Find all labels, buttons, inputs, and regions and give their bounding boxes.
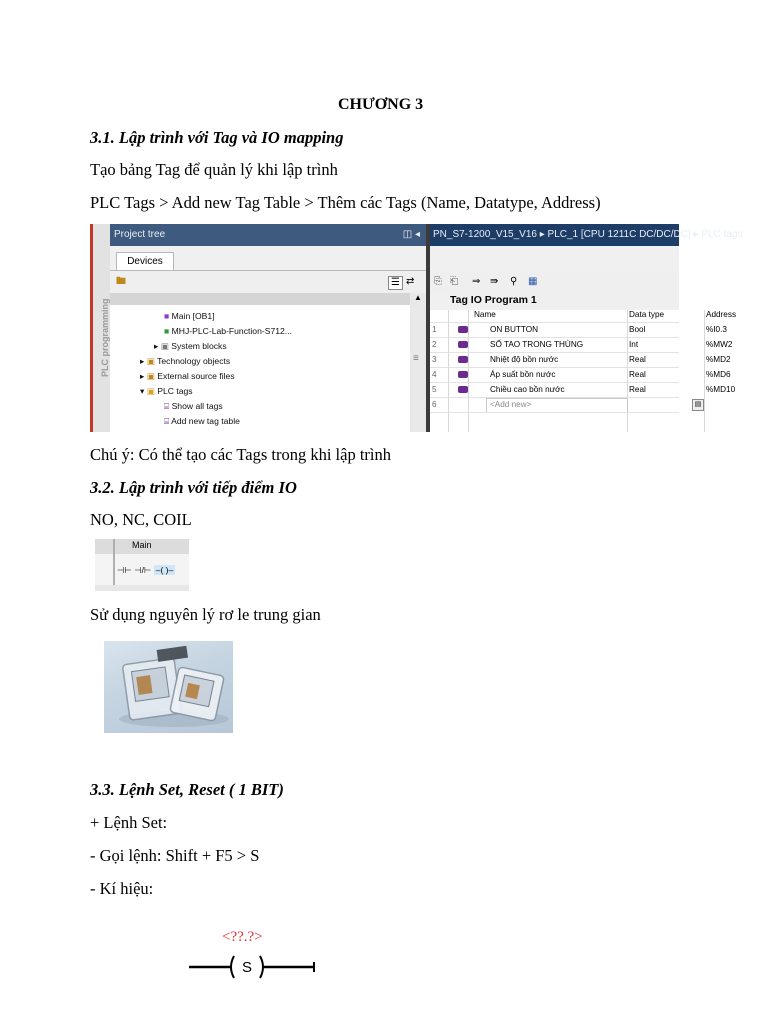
tree-item-show-all-tags[interactable]: ⌸ Show all tags [164, 401, 223, 411]
tag-icon [458, 382, 468, 397]
snippet-divider [113, 539, 115, 591]
tag-type[interactable]: Int [629, 340, 639, 349]
tree-item-function-block[interactable]: ■ MHJ-PLC-Lab-Function-S712... [164, 326, 292, 336]
breadcrumb: PN_S7-1200_V15_V16 ▸ PLC_1 [CPU 1211C DC/DC/DC] ▸ PLC tags [430, 224, 679, 246]
tag-address[interactable]: %MD2 [706, 355, 731, 364]
column-header-name[interactable]: Name [474, 310, 496, 319]
note-line: Chú ý: Có thể tạo các Tags trong khi lập trình [90, 445, 391, 464]
row-number: 6 [432, 400, 437, 409]
collapse-icon[interactable]: ◫ ◂ [402, 229, 420, 240]
tree-item-main[interactable]: ■ Main [OB1] [164, 311, 215, 321]
monitor-icon[interactable]: ⚲ [510, 276, 518, 287]
snippet-title: Main [132, 540, 152, 550]
section-3-2-line2: Sử dụng nguyên lý rơ le trung gian [90, 605, 321, 624]
tag-icon [458, 352, 468, 367]
tree-item-add-tag-table[interactable]: ⌸ Add new tag table [164, 416, 240, 426]
coil-icon[interactable]: –( )– [155, 565, 174, 575]
folder-icon: ▣ [160, 341, 169, 351]
tag-name[interactable]: SỐ TAO TRONG THÙNG [490, 340, 584, 349]
tags-icon: ⌸ [164, 401, 170, 411]
row-number: 4 [432, 370, 437, 379]
relay-photo [104, 641, 233, 733]
section-3-2-line1: NO, NC, COIL [90, 510, 192, 529]
row-line [430, 412, 679, 413]
export-icon[interactable]: ⇒ [472, 276, 481, 287]
add-row-icon[interactable]: ⎗ [450, 276, 458, 287]
row-number: 3 [432, 355, 437, 364]
coil-letter: S [241, 959, 253, 976]
col-divider [448, 310, 449, 432]
section-3-1-line2: PLC Tags > Add new Tag Table > Thêm các Tags (Name, Datatype, Address) [90, 193, 601, 212]
add-table-icon: ⌸ [164, 416, 170, 426]
project-tree-header [110, 224, 426, 246]
column-header-address[interactable]: Address [706, 310, 737, 319]
coil-operand: <??.?> [222, 929, 263, 945]
row-number: 5 [432, 385, 437, 394]
section-3-3-line2: - Gọi lệnh: Shift + F5 > S [90, 846, 260, 865]
section-3-3-line3: - Kí hiệu: [90, 879, 154, 898]
tree-selection-row [110, 293, 410, 305]
col-divider [468, 310, 469, 432]
folder-icon: ▣ [146, 371, 155, 381]
tag-name[interactable]: Áp suất bồn nước [490, 370, 556, 379]
expand-arrow-icon[interactable]: ▸ [140, 371, 145, 381]
ladder-toolbar-snippet [95, 539, 189, 591]
side-label: PLC programming [100, 298, 110, 377]
tag-icon [458, 322, 468, 337]
folder-icon: ▣ [146, 356, 155, 366]
tia-portal-screenshot [90, 224, 743, 432]
tag-type[interactable]: Real [629, 355, 646, 364]
tag-name[interactable]: Nhiệt độ bồn nước [490, 355, 559, 364]
tree-item-system-blocks[interactable]: ▸ ▣ System blocks [154, 341, 227, 351]
tag-table-toolbar [430, 271, 679, 293]
tree-item-external-sources[interactable]: ▸ ▣ External source files [140, 371, 235, 381]
tab-devices[interactable]: Devices [116, 252, 174, 271]
relay-drawing [104, 641, 233, 733]
ob-icon: ■ [164, 311, 170, 321]
tag-table-title: Tag IO Program 1 [450, 293, 679, 308]
tree-scrollbar[interactable] [410, 293, 426, 432]
column-header-type[interactable]: Data type [629, 310, 665, 319]
tag-type[interactable]: Real [629, 385, 646, 394]
no-contact-icon[interactable]: ⊣⊢ [117, 565, 132, 575]
tree-toolbar [110, 271, 426, 293]
col-divider [704, 310, 705, 432]
scroll-up-icon[interactable]: ▲ [414, 293, 422, 302]
dropdown-icon[interactable]: ▤ [692, 399, 704, 411]
project-tree-title: Project tree [114, 229, 166, 240]
settings-icon[interactable]: ▦ [528, 276, 538, 287]
project-tree [110, 293, 410, 432]
tag-type[interactable]: Real [629, 370, 646, 379]
row-number: 2 [432, 340, 437, 349]
tag-type[interactable]: Bool [629, 325, 646, 334]
tag-address[interactable]: %I0.3 [706, 325, 727, 334]
nc-contact-icon[interactable]: ⊣/⊢ [134, 565, 152, 575]
contact-buttons [117, 565, 175, 576]
tag-name[interactable]: Chiều cao bồn nước [490, 385, 565, 394]
side-strip [93, 224, 110, 432]
tree-item-plc-tags[interactable]: ▾ ▣ PLC tags [140, 386, 193, 396]
section-3-3-heading: 3.3. Lệnh Set, Reset ( 1 BIT) [90, 780, 284, 799]
scroll-grip-icon[interactable]: ≡ [413, 353, 419, 364]
col-divider [627, 310, 628, 432]
collapse-arrow-icon[interactable]: ▾ [140, 386, 145, 396]
tag-table [430, 310, 737, 432]
section-3-1-heading: 3.1. Lập trình với Tag và IO mapping [90, 128, 344, 147]
add-new-tag[interactable]: <Add new> [490, 400, 532, 409]
tag-address[interactable]: %MD10 [706, 385, 736, 394]
tag-name[interactable]: ON BUTTON [490, 325, 539, 334]
tree-item-technology-objects[interactable]: ▸ ▣ Technology objects [140, 356, 231, 366]
expand-arrow-icon[interactable]: ▸ [140, 356, 145, 366]
set-coil-symbol [186, 950, 320, 984]
section-3-2-heading: 3.2. Lập trình với tiếp điểm IO [90, 478, 297, 497]
add-device-icon[interactable]: 🖿 [116, 276, 126, 287]
snippet-footer [95, 585, 189, 591]
tag-icon [458, 337, 468, 352]
detail-view-icon[interactable]: ⇄ [406, 276, 415, 287]
insert-row-icon[interactable]: ⎘ [434, 276, 442, 287]
tag-address[interactable]: %MW2 [706, 340, 733, 349]
row-number: 1 [432, 325, 437, 334]
expand-arrow-icon[interactable]: ▸ [154, 341, 159, 351]
chapter-title: CHƯƠNG 3 [338, 96, 424, 113]
folder-open-icon: ▣ [146, 386, 155, 396]
tag-icon [458, 367, 468, 382]
tag-address[interactable]: %MD6 [706, 370, 731, 379]
import-icon[interactable]: ⇛ [490, 276, 499, 287]
fb-icon: ■ [164, 326, 170, 336]
section-3-3-line1: + Lệnh Set: [90, 813, 168, 832]
section-3-1-line1: Tạo bảng Tag để quản lý khi lập trình [90, 160, 338, 179]
list-view-icon[interactable]: ☰ [388, 276, 403, 290]
